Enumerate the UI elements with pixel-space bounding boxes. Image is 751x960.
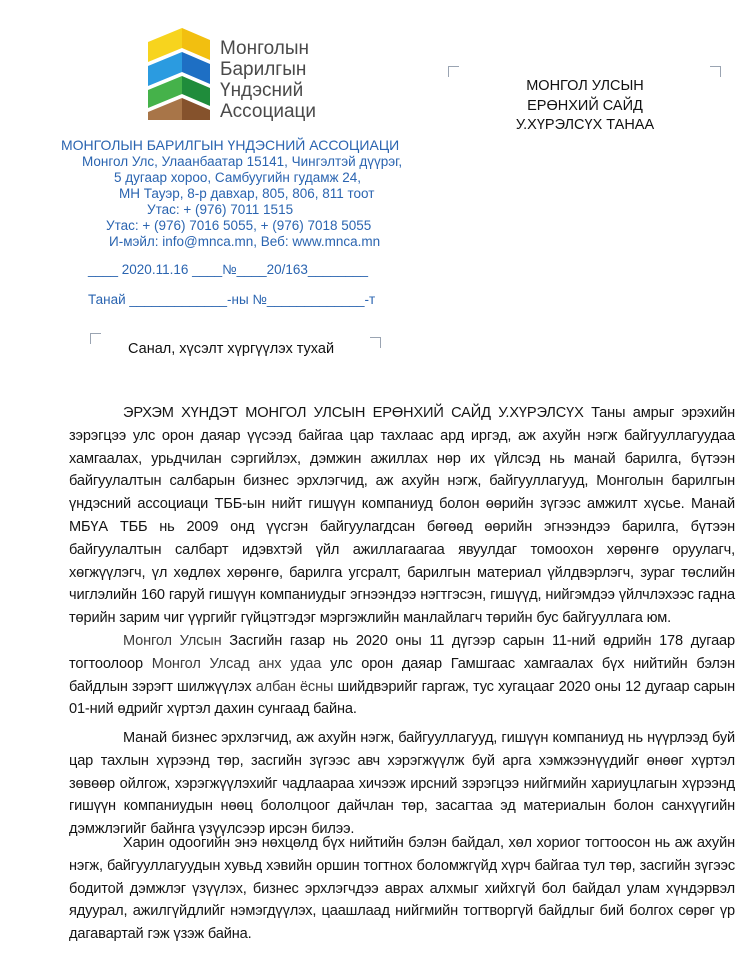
logo-line: Ассоциаци [220, 101, 317, 122]
text-segment: Монгол Улсад анх удаа [151, 655, 322, 672]
text-segment: Монгол Улсын [123, 633, 222, 649]
letter-subject: Санал, хүсэлт хүргүүлэх тухай [128, 341, 335, 357]
reply-reference-line: Танай _____________-ны №_____________-т [88, 292, 376, 307]
logo-line: Үндэсний [220, 80, 304, 101]
date-number-line: ____ 2020.11.16 ____№____20/163________ [88, 262, 368, 277]
phone-line-1: Утас: + (976) 7011 1515 [147, 202, 294, 217]
text-segment: Засгийн газар нь 2020 оны 11 дүгээр сарын 11-ний өдрийн 178 дугаар тогтоолоор [69, 633, 735, 672]
corner-bracket-icon [710, 66, 721, 77]
body-paragraph-2 [69, 630, 735, 721]
text-segment: албан ёсны [255, 678, 334, 695]
corner-bracket-icon [370, 337, 381, 348]
text-segment: улс орон даяар Гамшгаас хамгаалах бүх нийтийн бэлэн байдлын зэрэгт шилжүүлэх [69, 655, 735, 695]
body-paragraph-4: Харин одоогийн энэ нөхцөлд бүх нийтийн бэлэн байдал, хөл хориог тогтоосон нь аж ахуйн нэгж, байгууллагуудын хувьд хэвийн оршин тогтнох боломжгүйд хүрч байгаа тул төр, засгийн зүгээс бодитой дэмжлэг үзүүлэх, бизнес эрхлэгчдээ аврах алхмыг хийхгүй бол байдал улам хүндэрвэл ядуурал, ажилгүйдлийг нэмэгдүүлэх, цаашлаад нийгмийн тогтворгүй байдлыг бий болгох сөрөг үр дагавартай гэж үзэж байна. [69, 835, 735, 943]
logo-line: Барилгын [220, 59, 307, 80]
body-paragraph-3: Манай бизнес эрхлэгчид, аж ахуйн нэгж, байгууллагууд, гишүүн компаниуд нь нүүрлээд буй цар тахлын хүрээнд төр, засгийн зүгээс авч хэрэгжүүлж буй арга хэмжээнүүдийг өнөөг хүртэл зөвөөр ойлгож, хэрэгжүүлэхийг чадлаараа хичээж ирсний зэрэгцээ нийгмийн хариуцлагын хүрээнд гишүүн компаниудын нөөц бололцоог дайчлан төр, засагтаа эд материалын болон санхүүгийн дэмжлэгийг байнга үзүүлсээр ирсэн билээ. [69, 730, 735, 838]
address-line-1: Монгол Улс, Улаанбаатар 15141, Чингэлтэй дүүрэг, [82, 154, 403, 169]
recipient-line: ЕРӨНХИЙ САЙД [527, 97, 643, 114]
contact-line: И-мэйл: info@mnca.mn, Веб: www.mnca.mn [109, 234, 381, 249]
logo-line: Монголын [220, 38, 309, 59]
corner-bracket-icon [448, 66, 459, 77]
chevron-stack-logo-icon [148, 28, 210, 120]
address-line-2: 5 дугаар хороо, Самбуугийн гудамж 24, [114, 170, 362, 185]
corner-bracket-icon [90, 333, 101, 344]
logo-wordmark [220, 38, 316, 122]
body-paragraph-1: ЭРХЭМ ХҮНДЭТ МОНГОЛ УЛСЫН ЕРӨНХИЙ САЙД У.ХҮРЭЛСҮХ Таны амрыг эрэхийн зэрэгцээ улс орон даяар үүсээд байгаа цар тахлаас ард иргэд, аж ахуйн нэгж байгууллагуудаа хамгаалах, урьдчилан сэргийлэх, дэмжин ажиллах нөр их үйлсэд нь манай барилга, бүтээн байгуулалтын салбарын бизнес эрхлэгчид, аж ахуйн нэгж, байгууллагууд, Монголын барилгын үндэсний ассоциаци ТББ-ын нийт гишүүн компаниуд болон өөрийн зүгээс амжилт хүсье. Манай МБҮА ТББ нь 2009 онд үүсгэн байгуулагдсан бөгөөд өөрийн эгнээндээ барилга, бүтээн байгуулалтын салбарт идэвхтэй үйл ажиллагаагаа явуулдаг томоохон хөрөнгө оруулагч, хөгжүүлэгч, үл хөдлөх хөрөнгө, барилга угсралт, барилгын материал үйлдвэрлэгч, зураг төслийн чиглэлийн 160 гаруй гишүүн компаниудыг эгнээндээ нэгтгэсэн, гишүүд, нийгэмдээ үйлчлэхээс гадна төрийн зарим чиг үүргийг гүйцэтгэдэг мэргэжлийн манлайлагч төрийн бус байгууллага юм. [69, 405, 735, 627]
recipient-line: У.ХҮРЭЛСҮХ ТАНАА [515, 117, 655, 133]
recipient-line: МОНГОЛ УЛСЫН [526, 78, 644, 94]
organization-name: МОНГОЛЫН БАРИЛГЫН ҮНДЭСНИЙ АССОЦИАЦИ [61, 137, 400, 153]
address-line-3: МН Тауэр, 8-р давхар, 805, 806, 811 тоот [119, 186, 375, 201]
recipient-block [470, 77, 700, 136]
phone-line-2: Утас: + (976) 7016 5055, + (976) 7018 5055 [106, 218, 372, 233]
text-segment: шийдвэрийг гаргаж, тус хугацааг 2020 оны 12 дугаар сарын 01-ний өдрийг хүртэл дахин сунгаад байна. [69, 678, 735, 718]
